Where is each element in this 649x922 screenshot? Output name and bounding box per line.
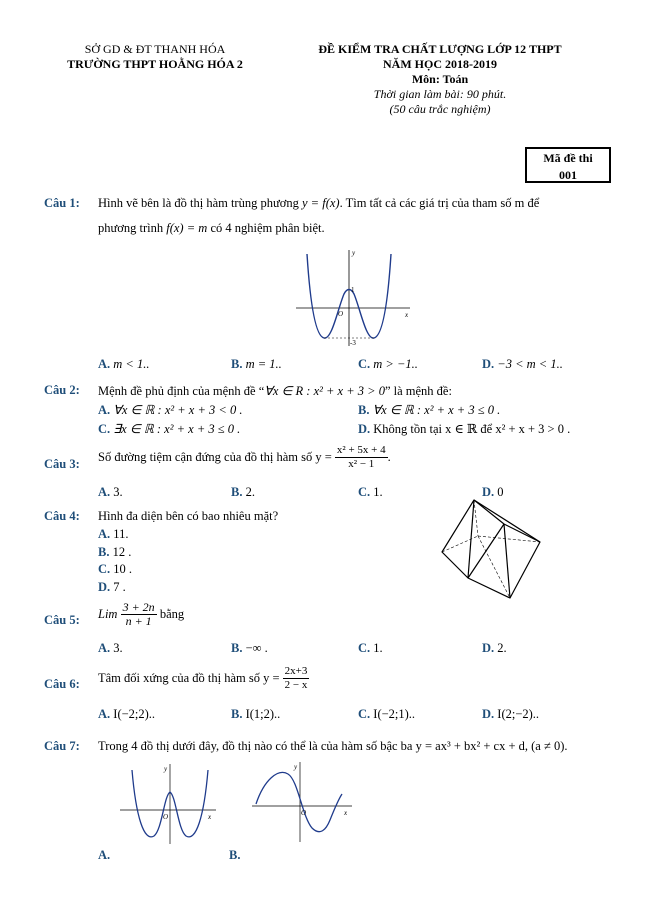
- q5-option-c[interactable]: C. 1.: [358, 641, 383, 655]
- q3-option-b[interactable]: B. 2.: [231, 485, 255, 499]
- q4-answer-a: 11.: [113, 527, 129, 541]
- q3-answer-d: 0: [497, 485, 504, 499]
- q5-label: Câu 5:: [44, 613, 80, 627]
- q7b-x-label: x: [344, 809, 348, 817]
- q4-text: Hình đa diện bên có bao nhiêu mặt?: [98, 509, 279, 523]
- q7-graph-a: [118, 762, 218, 846]
- q2-answer-a: ∀x ∈ ℝ : x² + x + 3 < 0 .: [113, 403, 243, 417]
- q6-fraction: [283, 665, 310, 692]
- q2-answer-d: Không tồn tại x ∈ ℝ để x² + x + 3 > 0 .: [373, 422, 571, 436]
- q1-text-c: phương trình: [98, 221, 164, 235]
- department-name: SỞ GD & ĐT THANH HÓA: [84, 42, 226, 56]
- q6-denominator: 2 − x: [284, 679, 308, 691]
- q1-answer-c: m > −1..: [373, 357, 418, 371]
- time-limit: Thời gian làm bài: 90 phút.: [373, 87, 507, 101]
- q3-end: .: [387, 450, 391, 464]
- q5-option-d[interactable]: D. 2.: [482, 641, 507, 655]
- q1-text-a: Hình vẽ bên là đồ thị hàm trùng phương: [98, 196, 299, 210]
- q5-answer-a: 3.: [113, 641, 123, 655]
- q1-text-line2: [98, 221, 325, 236]
- q1-answer-d: −3 < m < 1..: [497, 357, 563, 371]
- q2-option-a[interactable]: A. ∀x ∈ ℝ : x² + x + 3 < 0 .: [98, 403, 243, 417]
- q3-answer-c: 1.: [373, 485, 383, 499]
- q1-origin: O: [338, 310, 344, 318]
- q5-answer-b: −∞ .: [245, 641, 268, 655]
- q7-option-b[interactable]: B.: [229, 848, 241, 862]
- q5-option-a[interactable]: A. 3.: [98, 641, 123, 655]
- q6-answer-c: I(−2;1)..: [373, 707, 416, 721]
- q4-polyhedron: [438, 496, 544, 602]
- q7a-origin: O: [163, 813, 169, 821]
- q7a-x-label: x: [208, 813, 212, 821]
- exam-code-value: 001: [559, 168, 577, 182]
- q7-option-a[interactable]: A.: [98, 848, 111, 862]
- q3-answer-b: 2.: [245, 485, 255, 499]
- exam-title: ĐỀ KIỂM TRA CHẤT LƯỢNG LỚP 12 THPT: [318, 42, 562, 56]
- q4-option-c[interactable]: C. 10 .: [98, 562, 133, 576]
- q1-option-b[interactable]: B. m = 1..: [231, 357, 282, 371]
- q7-text-a: Trong 4 đồ thị dưới đây, đồ thị nào có thể là của hàm số bậc ba: [98, 739, 413, 753]
- q2-option-b[interactable]: B. ∀x ∈ ℝ : x² + x + 3 ≤ 0 .: [358, 403, 501, 417]
- q7-text: [98, 739, 568, 754]
- header-right: [290, 42, 590, 117]
- q4-answer-b: 12 .: [112, 545, 132, 559]
- q1-top-value: 1: [351, 286, 355, 294]
- q3-fraction: [335, 444, 388, 471]
- q5-denominator: n + 1: [125, 614, 152, 628]
- q6-answer-b: I(1;2)..: [245, 707, 281, 721]
- q5-text-b: bằng: [159, 607, 185, 621]
- q1-eq: f(x) = m: [166, 221, 208, 235]
- q3-option-c[interactable]: C. 1.: [358, 485, 383, 499]
- q6-y-eq: y =: [263, 671, 280, 685]
- q6-numerator: 2x+3: [284, 665, 308, 677]
- school-year: NĂM HỌC 2018-2019: [383, 57, 497, 71]
- q6-option-a[interactable]: A. I(−2;2)..: [98, 707, 156, 721]
- q1-graph: [292, 246, 412, 348]
- q1-answer-a: m < 1..: [113, 357, 150, 371]
- q2-option-d[interactable]: D. Không tồn tại x ∈ ℝ để x² + x + 3 > 0 .: [358, 422, 571, 436]
- q1-text-d: có 4 nghiệm phân biệt.: [210, 221, 325, 235]
- q1-text-line1: [98, 196, 610, 211]
- q6-label: Câu 6:: [44, 677, 80, 691]
- q3-denominator: x² − 1: [348, 458, 375, 470]
- question-count: (50 câu trắc nghiệm): [389, 102, 491, 116]
- q2-label: Câu 2:: [44, 383, 80, 397]
- q7-graph-b: [250, 760, 354, 844]
- q2-answer-c: ∃x ∈ ℝ : x² + x + 3 ≤ 0 .: [113, 422, 241, 436]
- q1-option-c[interactable]: C. m > −1..: [358, 357, 418, 371]
- q1-text-b: . Tìm tất cả các giá trị của tham số m để: [339, 196, 540, 210]
- header-left: [40, 42, 270, 72]
- q3-label: Câu 3:: [44, 457, 80, 471]
- q6-option-c[interactable]: C. I(−2;1)..: [358, 707, 416, 721]
- q4-option-d[interactable]: D. 7 .: [98, 580, 126, 594]
- q6-answer-a: I(−2;2)..: [113, 707, 156, 721]
- subject: Môn: Toán: [411, 72, 469, 86]
- q6-option-d[interactable]: D. I(2;−2)..: [482, 707, 540, 721]
- q4-answer-c: 10 .: [113, 562, 133, 576]
- q1-option-a[interactable]: A. m < 1..: [98, 357, 150, 371]
- q6-text-a: Tâm đối xứng của đồ thị hàm số: [98, 671, 260, 685]
- q5-answer-c: 1.: [373, 641, 383, 655]
- q1-x-label: x: [405, 311, 409, 319]
- q2-stmt: ∀x ∈ R : x² + x + 3 > 0: [264, 384, 385, 398]
- q7b-y-label: y: [294, 763, 298, 771]
- q3-text: [98, 444, 391, 471]
- q1-bottom-value: -3: [350, 339, 356, 347]
- exam-code-label: Mã đề thi: [543, 151, 593, 165]
- q6-text: [98, 665, 309, 692]
- q3-y-eq: y =: [315, 450, 332, 464]
- q6-answer-d: I(2;−2)..: [497, 707, 540, 721]
- q5-fraction: [121, 601, 157, 628]
- q5-answer-d: 2.: [497, 641, 507, 655]
- school-name: TRƯỜNG THPT HOẰNG HÓA 2: [67, 57, 243, 71]
- q2-text-b: ” là mệnh đề:: [384, 384, 452, 398]
- q3-numerator: x² + 5x + 4: [336, 444, 386, 456]
- q5-text: [98, 601, 184, 628]
- q4-answer-d: 7 .: [113, 580, 126, 594]
- q2-text-a: Mệnh đề phủ định của mệnh đề “: [98, 384, 265, 398]
- q3-text-a: Số đường tiệm cận đứng của đồ thị hàm số: [98, 450, 313, 464]
- q3-option-d[interactable]: D. 0: [482, 485, 504, 499]
- exam-code-box: [525, 147, 611, 183]
- q2-answer-b: ∀x ∈ ℝ : x² + x + 3 ≤ 0 .: [372, 403, 501, 417]
- q7-label: Câu 7:: [44, 739, 80, 753]
- q1-func: y = f(x): [301, 196, 340, 210]
- q5-lim: Lim: [98, 607, 118, 621]
- q7-eq: y = ax³ + bx² + cx + d, (a ≠ 0).: [415, 739, 568, 753]
- q3-answer-a: 3.: [113, 485, 123, 499]
- q5-numerator: 3 + 2n: [122, 600, 155, 614]
- q4-option-b[interactable]: B. 12 .: [98, 545, 132, 559]
- q2-text: [98, 383, 452, 399]
- q4-label: Câu 4:: [44, 509, 80, 523]
- q1-answer-b: m = 1..: [245, 357, 282, 371]
- q1-label: Câu 1:: [44, 196, 80, 210]
- q1-y-label: y: [352, 249, 356, 257]
- q5-option-b[interactable]: B. −∞ .: [231, 641, 268, 655]
- q6-option-b[interactable]: B. I(1;2)..: [231, 707, 281, 721]
- q4-option-a[interactable]: A. 11.: [98, 527, 129, 541]
- q3-option-a[interactable]: A. 3.: [98, 485, 123, 499]
- q7a-y-label: y: [164, 765, 168, 773]
- q1-option-d[interactable]: D. −3 < m < 1..: [482, 357, 563, 371]
- q7b-origin: O: [301, 809, 307, 817]
- q2-option-c[interactable]: C. ∃x ∈ ℝ : x² + x + 3 ≤ 0 .: [98, 422, 241, 436]
